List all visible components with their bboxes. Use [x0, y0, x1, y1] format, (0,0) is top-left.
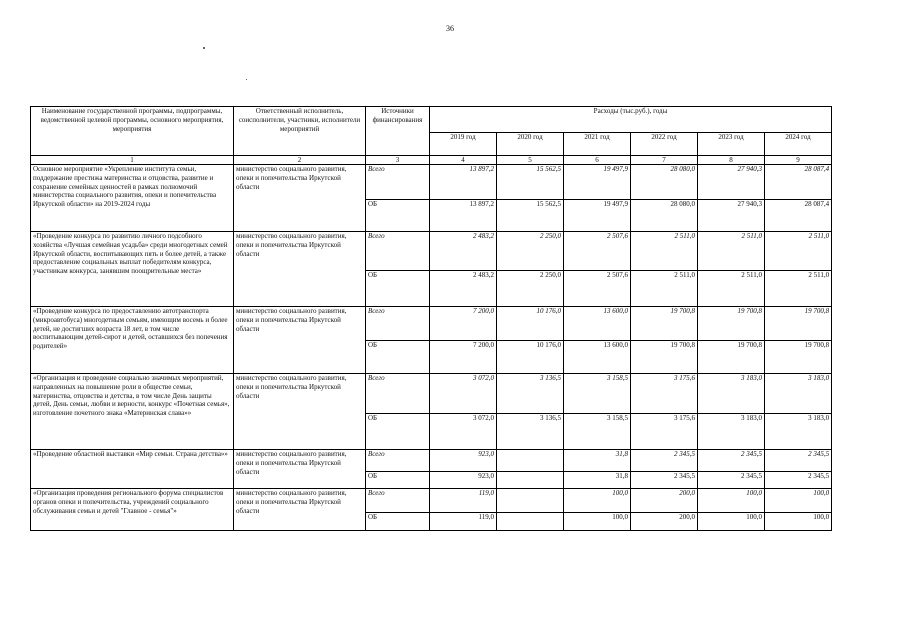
total-value: 3 136,5	[497, 374, 564, 414]
total-value: 2 511,0	[631, 232, 698, 271]
ob-value: 2 345,5	[765, 472, 832, 489]
activity-name: «Проведение конкурса по предоставлению автотранспорта (микроавтобуса) многодетным семьям, имеющим восемь и более детей, не достигших возраста 18 лет, в том числе воспитывающим детей-сирот и детей, оставшихся без попечения родителей»	[31, 307, 234, 374]
total-value: 13 897,2	[430, 165, 497, 200]
ob-value: 28 080,0	[631, 200, 698, 232]
executor: министерство социального развития, опеки и попечительства Иркутской области	[234, 165, 366, 232]
ob-value: 3 183,0	[765, 414, 832, 450]
table-row	[31, 165, 832, 200]
total-value: 3 158,5	[564, 374, 631, 414]
source-total-label: Всего	[366, 374, 430, 414]
column-number: 3	[366, 156, 430, 165]
total-value: 2 345,5	[698, 450, 765, 472]
table-row	[31, 232, 832, 271]
total-value: 19 700,8	[631, 307, 698, 341]
ob-value: 2 345,5	[631, 472, 698, 489]
header-year: 2024 год	[765, 133, 832, 156]
total-value: 2 507,6	[564, 232, 631, 271]
ob-value: 19 700,8	[631, 341, 698, 374]
column-number: 4	[430, 156, 497, 165]
source-total-label: Всего	[366, 307, 430, 341]
activity-name: «Проведение конкурса по развитию личного подсобного хозяйства «Лучшая семейная усадьба» среди многодетных семей Иркутской области, воспитывающих пять и более детей, а также предоставление социальных выплат победителям конкурса, участникам конкурса, занявшим поощрительные места»	[31, 232, 234, 307]
ob-value: 2 250,0	[497, 271, 564, 307]
header-year: 2023 год	[698, 133, 765, 156]
total-value: 100,0	[698, 489, 765, 513]
total-value: 19 497,9	[564, 165, 631, 200]
total-value: 2 511,0	[698, 232, 765, 271]
header-year: 2019 год	[430, 133, 497, 156]
ob-value: 200,0	[631, 513, 698, 531]
total-value	[497, 489, 564, 513]
ob-value: 2 483,2	[430, 271, 497, 307]
table-row	[31, 374, 832, 414]
ob-value: 27 940,3	[698, 200, 765, 232]
source-ob-label: ОБ	[366, 472, 430, 489]
ob-value: 100,0	[698, 513, 765, 531]
total-value: 10 176,0	[497, 307, 564, 341]
source-ob-label: ОБ	[366, 271, 430, 307]
table-row	[31, 450, 832, 472]
ob-value: 2 511,0	[698, 271, 765, 307]
executor: министерство социального развития, опеки и попечительства Иркутской области	[234, 489, 366, 531]
executor: министерство социального развития, опеки и попечительства Иркутской области	[234, 374, 366, 450]
ob-value: 28 087,4	[765, 200, 832, 232]
column-number: 6	[564, 156, 631, 165]
header-executor: Ответственный исполнитель, соисполнители, участники, исполнители мероприятий	[234, 107, 366, 156]
scan-speck	[203, 47, 205, 49]
source-ob-label: ОБ	[366, 200, 430, 232]
total-value: 119,0	[430, 489, 497, 513]
column-number: 1	[31, 156, 234, 165]
ob-value: 19 700,8	[698, 341, 765, 374]
total-value: 28 087,4	[765, 165, 832, 200]
source-total-label: Всего	[366, 165, 430, 200]
ob-value: 2 511,0	[765, 271, 832, 307]
header-program: Наименование государственной программы, подпрограммы, ведомственной целевой программы, основного мероприятия, мероприятия	[31, 107, 234, 156]
ob-value: 2 507,6	[564, 271, 631, 307]
table-row	[31, 307, 832, 341]
total-value: 31,8	[564, 450, 631, 472]
total-value: 2 511,0	[765, 232, 832, 271]
ob-value: 7 200,0	[430, 341, 497, 374]
total-value: 28 080,0	[631, 165, 698, 200]
source-ob-label: ОБ	[366, 341, 430, 374]
total-value: 3 183,0	[698, 374, 765, 414]
scan-speck	[246, 79, 247, 80]
activity-name: «Организация проведения регионального форума специалистов органов опеки и попечительства, учреждений социального обслуживания семьи и детей "Главное - семья"»	[31, 489, 234, 531]
header-year: 2020 год	[497, 133, 564, 156]
executor: министерство социального развития, опеки и попечительства Иркутской области	[234, 450, 366, 489]
ob-value: 119,0	[430, 513, 497, 531]
total-value: 2 250,0	[497, 232, 564, 271]
column-number: 5	[497, 156, 564, 165]
total-value: 100,0	[564, 489, 631, 513]
table-row	[31, 489, 832, 513]
page-number: 36	[446, 24, 454, 33]
total-value: 19 700,8	[698, 307, 765, 341]
total-value: 13 600,0	[564, 307, 631, 341]
executor: министерство социального развития, опеки и попечительства Иркутской области	[234, 232, 366, 307]
header-year: 2021 год	[564, 133, 631, 156]
source-ob-label: ОБ	[366, 513, 430, 531]
ob-value	[497, 472, 564, 489]
total-value: 7 200,0	[430, 307, 497, 341]
column-number: 7	[631, 156, 698, 165]
total-value: 3 183,0	[765, 374, 832, 414]
total-value: 19 700,8	[765, 307, 832, 341]
ob-value: 2 511,0	[631, 271, 698, 307]
column-number: 9	[765, 156, 832, 165]
ob-value: 15 562,5	[497, 200, 564, 232]
total-value: 923,0	[430, 450, 497, 472]
column-number: 2	[234, 156, 366, 165]
total-value: 100,0	[765, 489, 832, 513]
ob-value: 13 600,0	[564, 341, 631, 374]
total-value: 3 175,6	[631, 374, 698, 414]
ob-value: 3 158,5	[564, 414, 631, 450]
source-total-label: Всего	[366, 489, 430, 513]
ob-value	[497, 513, 564, 531]
ob-value: 3 136,5	[497, 414, 564, 450]
ob-value: 31,8	[564, 472, 631, 489]
total-value: 2 345,5	[631, 450, 698, 472]
ob-value: 3 175,6	[631, 414, 698, 450]
source-total-label: Всего	[366, 232, 430, 271]
activity-name: «Проведение областной выставки «Мир семьи. Страна детства»»	[31, 450, 234, 489]
header-expenses: Расходы (тыс.руб.), годы	[430, 107, 832, 133]
total-value: 3 072,0	[430, 374, 497, 414]
ob-value: 100,0	[765, 513, 832, 531]
expenses-table	[30, 106, 832, 531]
activity-name: «Организация и проведение социально значимых мероприятий, направленных на повышение роли в обществе семьи, материнства, отцовства и детства, в том числе День защиты детей, День семьи, любви и верности, конкурс «Почетная семья», изготовление почетного знака «Материнская слава»»	[31, 374, 234, 450]
ob-value: 923,0	[430, 472, 497, 489]
total-value: 2 345,5	[765, 450, 832, 472]
ob-value: 3 072,0	[430, 414, 497, 450]
ob-value: 19 497,9	[564, 200, 631, 232]
source-total-label: Всего	[366, 450, 430, 472]
ob-value: 19 700,8	[765, 341, 832, 374]
total-value: 2 483,2	[430, 232, 497, 271]
total-value	[497, 450, 564, 472]
ob-value: 10 176,0	[497, 341, 564, 374]
total-value: 200,0	[631, 489, 698, 513]
ob-value: 100,0	[564, 513, 631, 531]
source-ob-label: ОБ	[366, 414, 430, 450]
ob-value: 2 345,5	[698, 472, 765, 489]
ob-value: 13 897,2	[430, 200, 497, 232]
header-sources: Источники финансирования	[366, 107, 430, 156]
total-value: 15 562,5	[497, 165, 564, 200]
column-number: 8	[698, 156, 765, 165]
ob-value: 3 183,0	[698, 414, 765, 450]
executor: министерство социального развития, опеки и попечительства Иркутской области	[234, 307, 366, 374]
activity-name: Основное мероприятие «Укрепление института семьи, поддержание престижа материнства и отцовства, развитие и сохранение семейных ценностей в рамках полномочий министерства социального развития, опеки и попечительства Иркутской области» на 2019-2024 годы	[31, 165, 234, 232]
header-year: 2022 год	[631, 133, 698, 156]
total-value: 27 940,3	[698, 165, 765, 200]
